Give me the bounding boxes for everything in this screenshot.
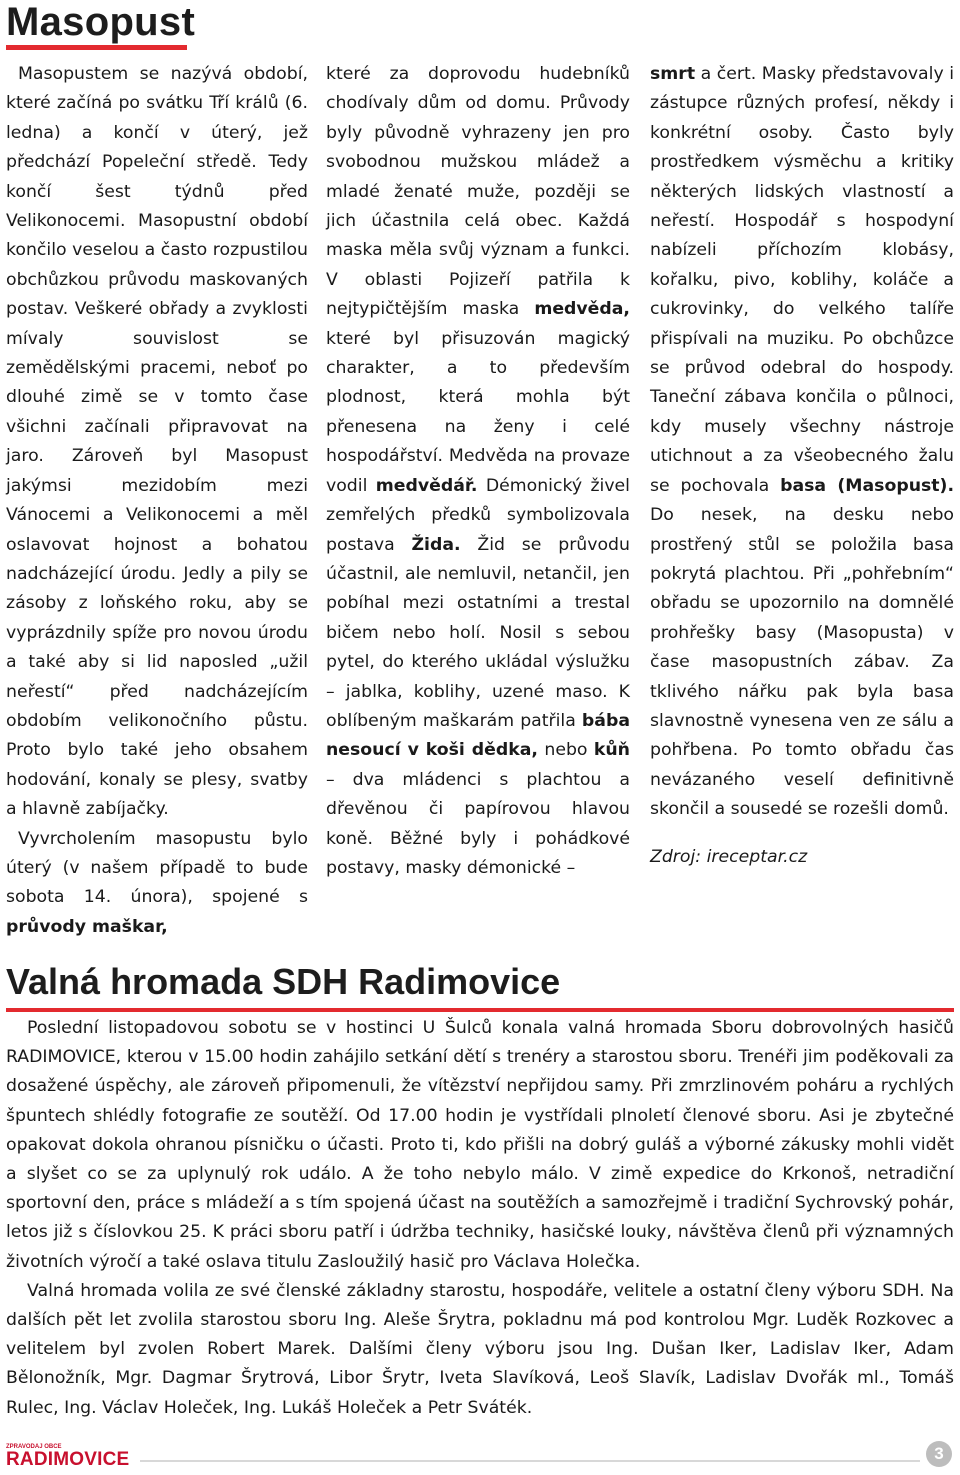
article-column-1: [6, 60, 308, 942]
newsletter-logo: [6, 1444, 142, 1472]
page-number-badge: 3: [926, 1441, 952, 1467]
article-source: Zdroj: ireceptar.cz: [650, 846, 808, 867]
article-title-valna-hromada: Valná hromada SDH Radimovice: [6, 961, 561, 1002]
logo-wordmark: RADIMOVICE: [6, 1449, 130, 1470]
paragraph-text: Démonický živel zemřelých předků symbolizovala postava: [326, 475, 630, 555]
article-paragraph: [6, 825, 308, 943]
paragraph-text: a čert. Masky představovaly i zástupce různých profesí, někdy i konkrétní osoby. Často byly prostředkem výsměchu a kritiky některých lidských vlastností a neřestí. Hospodář s hospodyní nabízeli příchozím klobásy, kořalku, pivo, koblihy, koláče a cukrovinky, do velkého talíře přispívali na muziku. Po obchůzce se průvod odebral do hospody. Taneční zábava končila o půlnoci, kdy musely všechny nástroje utichnout a za všeobecného žalu se pochovala: [650, 64, 954, 496]
article-paragraph: Poslední listopadovou sobotu se v hostinci U Šulců konala valná hromada Sboru dobrovolných hasičů RADIMOVICE, kterou v 15.00 hodin zahájilo setkání dětí s trenéry a starostou sboru. Trenéři jim poděkovali za dosažené úspěchy, ale zároveň připomenuli, že vítězství nepřijdou samy. Při zmrzlinovém poháru a rychlých špuntech shlédly fotografie ze soutěží. Od 17.00 hodin je vystřídali plnoletí členové sboru. Asi je zbytečné opakovat dokola ohranou písničku o účasti. Proto ti, kdo přišli na dobrý guláš a výborné zákusky mohli vidět a slyšet co se za uplynulý rok událo. A že toho nebylo málo. V zimě expedice do Krkonoš, netradiční sportovní den, práce s mládeží a s tím spojená účast na soutěžích a samozřejmě i tradiční Sychrovský pohár, letos již s číslovkou 25. K práci sboru patří i údržba techniky, hasičské louky, návštěva členů při významných životních výročí a také oslava titulu Zasloužilý hasič pro Václava Holečka.: [6, 1018, 954, 1272]
emphasis-text: medvěda,: [534, 299, 630, 320]
logo-subtitle: ZPRAVODAJ OBCE: [6, 1444, 62, 1450]
paragraph-text: nebo: [537, 740, 594, 761]
article-title-masopust: Masopust: [6, 0, 196, 44]
footer-divider: [140, 1460, 920, 1462]
title-underline: [6, 45, 187, 50]
paragraph-text: – dva mládenci s plachtou a dřevěnou či papírovou hlavou koně. Běžné byly i pohádkové postavy, masky démonické –: [326, 769, 630, 878]
article-paragraph: Masopustem se nazývá období, které začíná po svátku Tří králů (6. ledna) a končí v úterý, jež předchází Popeleční středě. Tedy končí šest týdnů před Velikonocemi. Masopustní období končilo veselou a často rozpustilou obchůzkou průvodu maskovaných postav. Veškeré obřady a zvyklosti mívaly souvislost se zemědělskými pracemi, neboť po dlouhé zimě se v tomto čase všichni začínali připravovat na jaro. Zároveň byl Masopust jakýmsi mezidobím mezi Vánocemi a Velikonocemi a měl oslavovat hojnost a bohatou nadcházející úrodu. Jedly a pily se zásoby z loňského roku, aby se vyprázdnily spíže pro novou úrodu a také aby si lid naposled „užil neřestí“ před nadcházejícím obdobím velikonočního půstu. Proto bylo také jeho obsahem hodování, konaly se plesy, svatby a hlavně zabíjačky.: [6, 64, 308, 820]
paragraph-text: Žid se průvodu účastnil, ale nemluvil, netančil, jen pobíhal mezi ostatními a trestal bičem nebo holí. Nosil s sebou pytel, do kterého ukládal výslužku – jablka, koblihy, uzené maso. K oblíbeným maškarám patřila: [326, 534, 630, 731]
article-body: [6, 1014, 954, 1423]
article-paragraph: [326, 60, 630, 883]
article-paragraph: Valná hromada volila ze své členské základny starostu, hospodáře, velitele a ostatní členy výboru SDH. Na dalších pět let zvolila starostou sboru Ing. Aleše Šrytra, pokladnu má pod kontrolou Mgr. Luděk Rozkovec a velitelem byl zvolen Robert Marek. Dalšími členy výboru jsou Ing. Dušan Iker, Ladislav Iker, Adam Bělonožník, Mgr. Dagmar Šrytrová, Libor Šrytr, Iveta Slavíková, Leoš Slavík, Ladislav Dvořák ml., Tomáš Rulec, Ing. Václav Holeček, Ing. Lukáš Holeček a Petr Sváték.: [6, 1280, 954, 1418]
paragraph-text: Vyvrcholením masopustu bylo úterý (v našem případě to bude sobota 14. února), spojené s: [6, 828, 308, 908]
emphasis-text: Žida.: [411, 534, 461, 555]
paragraph-text: které byl přisuzován magický charakter, a to především plodnost, která mohla být přenesena na ženy i celé hospodářství. Medvěda na provaze vodil: [326, 328, 630, 496]
paragraph-text: Do nesek, na desku nebo prostřený stůl se položila basa pokrytá plachtou. Při „pohřebním“ obřadu se upozornilo na domnělé prohřešky basy (Masopusta) v čase masopustních zábav. Za tklivého nářku pak byla basa slavnostně vynesena ven ze sálu a pohřbena. Po tomto obřadu čas nevázaného veselí definitivně skončil a sousedé se rozešli domů.: [650, 505, 954, 820]
emphasis-text: bába nesoucí v koši dědka,: [326, 710, 630, 761]
emphasis-text: smrt: [650, 64, 696, 84]
emphasis-text: průvody maškar,: [6, 916, 168, 937]
emphasis-text: medvědář.: [375, 475, 478, 496]
article-column-2: [326, 60, 630, 883]
title-underline: [6, 1008, 954, 1012]
emphasis-text: kůň: [593, 740, 630, 761]
article-column-3: [650, 60, 954, 872]
paragraph-text: které za doprovodu hudebníků chodívaly dům od domu. Průvody byly původně vyhrazeny jen pro svobodnou mužskou mládež a mladé ženaté muže, později se jich účastnila celá obec. Každá maska měla svůj význam a funkci. V oblasti Pojizeří patřila k nejtypičtějším maska: [326, 64, 630, 320]
emphasis-text: basa (Masopust).: [780, 475, 955, 496]
article-paragraph: [650, 60, 954, 825]
